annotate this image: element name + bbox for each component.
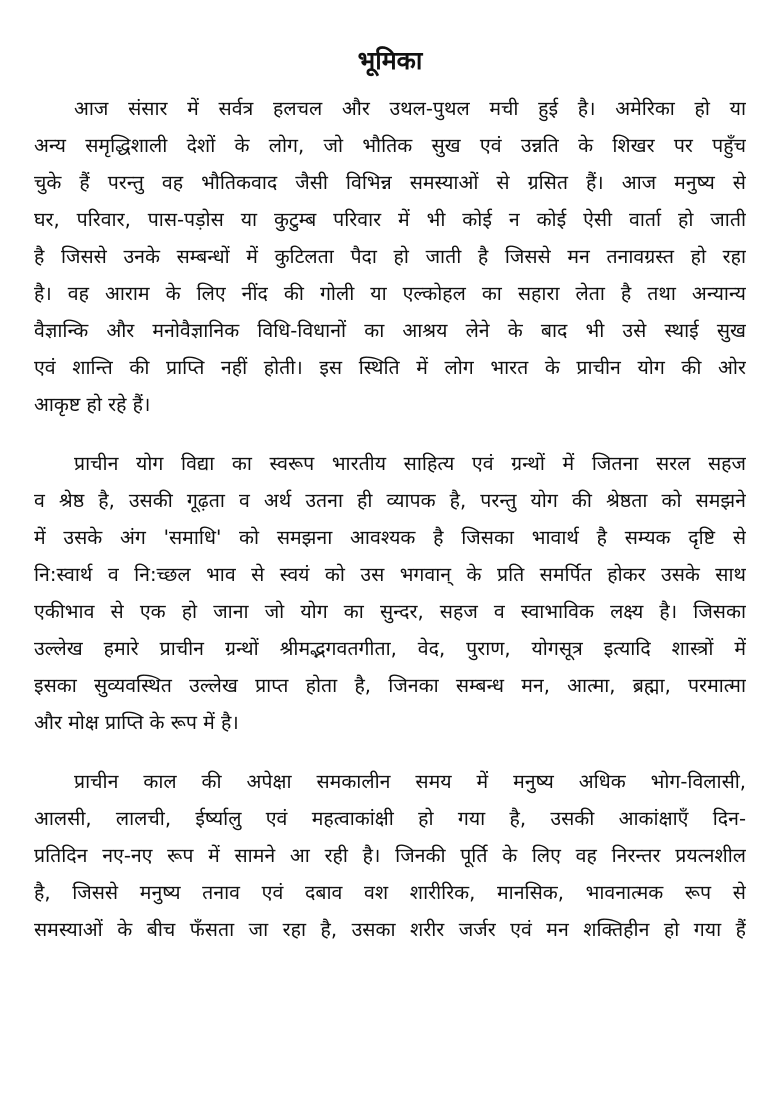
text-line: उल्लेख हमारे प्राचीन ग्रन्थों श्रीमद्भगवतगीता, वेद, पुराण, योगसूत्र इत्यादि शास्त्रों में xyxy=(34,637,746,660)
text-line: इसका सुव्यवस्थित उल्लेख प्राप्त होता है, जिनका सम्बन्ध मन, आत्मा, ब्रह्मा, परमात्मा xyxy=(34,674,746,697)
text-line: प्रतिदिन नए-नए रूप में सामने आ रही है। जिनकी पूर्ति के लिए वह निरन्तर प्रयत्नशील xyxy=(34,844,746,867)
text-line: में उसके अंग 'समाधि' को समझना आवश्यक है जिसका भावार्थ है सम्यक दृष्टि से xyxy=(34,526,746,549)
text-line: और मोक्ष प्राप्ति के रूप में है। xyxy=(34,711,239,734)
text-line: प्राचीन काल की अपेक्षा समकालीन समय में मनुष्य अधिक भोग-विलासी, xyxy=(74,770,746,793)
text-line: प्राचीन योग विद्या का स्वरूप भारतीय साहित्य एवं ग्रन्थों में जितना सरल सहज xyxy=(74,452,746,475)
text-line: है जिससे उनके सम्बन्धों में कुटिलता पैदा हो जाती है जिससे मन तनावग्रस्त हो रहा xyxy=(34,245,746,268)
text-line: व श्रेष्ठ है, उसकी गूढ़ता व अर्थ उतना ही व्यापक है, परन्तु योग की श्रेष्ठता को समझने xyxy=(34,489,746,512)
text-line: नि:स्वार्थ व नि:च्छल भाव से स्वयं को उस भगवान् के प्रति समर्पित होकर उसके साथ xyxy=(34,563,746,586)
paragraph-1 xyxy=(34,90,746,423)
text-line: घर, परिवार, पास-पड़ोस या कुटुम्ब परिवार में भी कोई न कोई ऐसी वार्ता हो जाती xyxy=(34,208,746,231)
text-line: है। वह आराम के लिए नींद की गोली या एल्कोहल का सहारा लेता है तथा अन्यान्य xyxy=(34,282,746,305)
text-line: आकृष्ट हो रहे हैं। xyxy=(34,393,151,416)
text-line: आलसी, लालची, ईर्ष्यालु एवं महत्वाकांक्षी हो गया है, उसकी आकांक्षाएँ दिन- xyxy=(34,807,746,830)
paragraph-2 xyxy=(34,445,746,741)
text-line: वैज्ञान्कि और मनोवैज्ञानिक विधि-विधानों का आश्रय लेने के बाद भी उसे स्थाई सुख xyxy=(34,319,746,342)
text-line: एवं शान्ति की प्राप्ति नहीं होती। इस स्थिति में लोग भारत के प्राचीन योग की ओर xyxy=(34,356,746,379)
paragraph-3 xyxy=(34,763,746,948)
text-line: एकीभाव से एक हो जाना जो योग का सुन्दर, सहज व स्वाभाविक लक्ष्य है। जिसका xyxy=(34,600,746,623)
text-line: है, जिससे मनुष्य तनाव एवं दबाव वश शारीरिक, मानसिक, भावनात्मक रूप से xyxy=(34,881,746,904)
text-line: अन्य समृद्धिशाली देशों के लोग, जो भौतिक सुख एवं उन्नति के शिखर पर पहुँच xyxy=(34,134,746,157)
text-line: समस्याओं के बीच फँसता जा रहा है, उसका शरीर जर्जर एवं मन शक्तिहीन हो गया हैं xyxy=(34,918,746,941)
text-line: चुके हैं परन्तु वह भौतिकवाद जैसी विभिन्न समस्याओं से ग्रसित हैं। आज मनुष्य से xyxy=(34,171,746,194)
text-line: आज संसार में सर्वत्र हलचल और उथल-पुथल मची हुई है। अमेरिका हो या xyxy=(74,97,746,120)
page-title: भूमिका xyxy=(357,46,423,75)
